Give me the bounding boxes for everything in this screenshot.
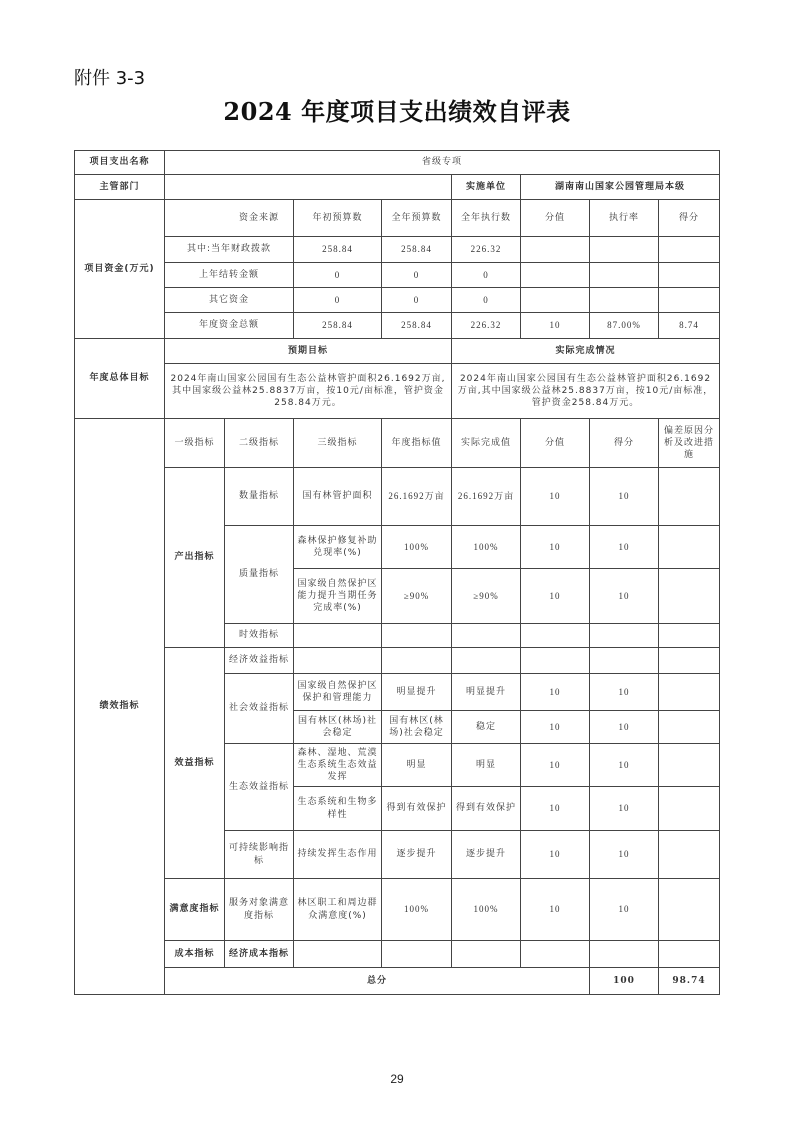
perf-header-weight: 分值	[521, 419, 590, 468]
fund-executed: 0	[452, 288, 521, 313]
project-name-value: 省级专项	[165, 151, 720, 175]
perf-header-note: 偏差原因分析及改进措施	[659, 419, 720, 468]
expected-goal-text: 2024年南山国家公园国有生态公益林管护面积26.1692万亩,其中国家级公益林25.8837万亩，按10元/亩标准，管护资金258.84万元。	[165, 364, 452, 419]
level2-econ-cost: 经济成本指标	[225, 941, 294, 968]
score-value	[590, 941, 659, 968]
fund-rate	[590, 263, 659, 288]
target-value: 逐步提升	[382, 831, 452, 879]
funds-header-rate: 执行率	[590, 200, 659, 237]
funds-row	[75, 263, 720, 288]
dept-value	[165, 175, 452, 200]
target-value	[382, 648, 452, 674]
fund-score: 8.74	[659, 313, 720, 339]
fund-initial: 0	[294, 288, 382, 313]
total-label: 总分	[165, 968, 590, 995]
perf-header-row	[75, 419, 720, 468]
perf-row	[75, 648, 720, 674]
deviation-note	[659, 468, 720, 526]
weight-value	[521, 941, 590, 968]
level3: 国有林区(林场)社会稳定	[294, 711, 382, 744]
page-title: 2024 年度项目支出绩效自评表	[223, 97, 571, 126]
target-value: 国有林区(林场)社会稳定	[382, 711, 452, 744]
perf-row	[75, 879, 720, 941]
level3	[294, 624, 382, 648]
self-evaluation-table	[74, 150, 720, 995]
funds-header-annual: 全年预算数	[382, 200, 452, 237]
score-value: 10	[590, 526, 659, 569]
level3: 国家级自然保护区能力提升当期任务完成率(%)	[294, 569, 382, 624]
funds-header-source: 资金来源	[165, 200, 294, 237]
weight-value: 10	[521, 744, 590, 787]
weight-value: 10	[521, 711, 590, 744]
score-value: 10	[590, 831, 659, 879]
deviation-note	[659, 526, 720, 569]
level2-service: 服务对象满意度指标	[225, 879, 294, 941]
actual-value: 得到有效保护	[452, 787, 521, 831]
fund-source: 其中:当年财政拨款	[165, 237, 294, 263]
funds-total-row	[75, 313, 720, 339]
fund-rate	[590, 288, 659, 313]
total-score: 98.74	[659, 968, 720, 995]
perf-row	[75, 468, 720, 526]
expected-goal-header: 预期目标	[165, 339, 452, 364]
weight-value: 10	[521, 569, 590, 624]
perf-header-l3: 三级指标	[294, 419, 382, 468]
target-value: 100%	[382, 879, 452, 941]
fund-rate	[590, 237, 659, 263]
actual-goal-header: 实际完成情况	[452, 339, 720, 364]
level2-quality: 质量指标	[225, 526, 294, 624]
level3	[294, 648, 382, 674]
impl-unit-label: 实施单位	[452, 175, 521, 200]
actual-value: 100%	[452, 879, 521, 941]
weight-value: 10	[521, 468, 590, 526]
funds-header-score: 得分	[659, 200, 720, 237]
level3: 林区职工和周边群众满意度(%)	[294, 879, 382, 941]
level3: 森林、湿地、荒漠生态系统生态效益发挥	[294, 744, 382, 787]
department-row	[75, 175, 720, 200]
actual-value: 明显提升	[452, 674, 521, 711]
funds-row	[75, 237, 720, 263]
actual-value: 100%	[452, 526, 521, 569]
weight-value: 10	[521, 526, 590, 569]
perf-header-l1: 一级指标	[165, 419, 225, 468]
fund-rate: 87.00%	[590, 313, 659, 339]
goal-text-row	[75, 364, 720, 419]
score-value: 10	[590, 879, 659, 941]
target-value: 得到有效保护	[382, 787, 452, 831]
fund-score	[659, 237, 720, 263]
deviation-note	[659, 744, 720, 787]
deviation-note	[659, 879, 720, 941]
fund-annual: 258.84	[382, 313, 452, 339]
deviation-note	[659, 711, 720, 744]
level2-economic: 经济效益指标	[225, 648, 294, 674]
fund-initial: 258.84	[294, 313, 382, 339]
fund-weight	[521, 237, 590, 263]
funds-section-label: 项目资金(万元)	[75, 200, 165, 339]
page-number: 29	[390, 1072, 404, 1086]
funds-header-executed: 全年执行数	[452, 200, 521, 237]
score-value: 10	[590, 468, 659, 526]
project-name-label: 项目支出名称	[75, 151, 165, 175]
weight-value: 10	[521, 787, 590, 831]
actual-value: 逐步提升	[452, 831, 521, 879]
level3: 森林保护修复补助兑现率(%)	[294, 526, 382, 569]
deviation-note	[659, 787, 720, 831]
score-value: 10	[590, 711, 659, 744]
funds-header-initial: 年初预算数	[294, 200, 382, 237]
total-weight: 100	[590, 968, 659, 995]
fund-annual: 258.84	[382, 237, 452, 263]
level3: 国家级自然保护区保护和管理能力	[294, 674, 382, 711]
weight-value	[521, 648, 590, 674]
actual-value: ≥90%	[452, 569, 521, 624]
fund-executed: 226.32	[452, 237, 521, 263]
performance-section-label: 绩效指标	[75, 419, 165, 995]
impl-unit-value: 湖南南山国家公园管理局本级	[521, 175, 720, 200]
actual-value: 稳定	[452, 711, 521, 744]
fund-weight	[521, 263, 590, 288]
level3: 生态系统和生物多样性	[294, 787, 382, 831]
fund-annual: 0	[382, 288, 452, 313]
dept-label: 主管部门	[75, 175, 165, 200]
target-value: 100%	[382, 526, 452, 569]
deviation-note	[659, 674, 720, 711]
actual-value	[452, 941, 521, 968]
target-value: 26.1692万亩	[382, 468, 452, 526]
level2-timeliness: 时效指标	[225, 624, 294, 648]
target-value: 明显提升	[382, 674, 452, 711]
project-name-row	[75, 151, 720, 175]
fund-source: 其它资金	[165, 288, 294, 313]
level1-satisfaction: 满意度指标	[165, 879, 225, 941]
target-value: ≥90%	[382, 569, 452, 624]
fund-source: 上年结转金额	[165, 263, 294, 288]
perf-row	[75, 941, 720, 968]
level2-quantity: 数量指标	[225, 468, 294, 526]
level2-sustainable: 可持续影响指标	[225, 831, 294, 879]
score-value: 10	[590, 674, 659, 711]
actual-goal-text: 2024年南山国家公园国有生态公益林管护面积26.1692万亩,其中国家级公益林25.8837万亩，按10元/亩标准，管护资金258.84万元。	[452, 364, 720, 419]
level2-ecological: 生态效益指标	[225, 744, 294, 831]
fund-executed: 0	[452, 263, 521, 288]
deviation-note	[659, 648, 720, 674]
weight-value	[521, 624, 590, 648]
deviation-note	[659, 569, 720, 624]
funds-header-weight: 分值	[521, 200, 590, 237]
target-value	[382, 941, 452, 968]
score-value	[590, 648, 659, 674]
deviation-note	[659, 624, 720, 648]
deviation-note	[659, 831, 720, 879]
level3	[294, 941, 382, 968]
weight-value: 10	[521, 879, 590, 941]
funds-header-row	[75, 200, 720, 237]
fund-score	[659, 263, 720, 288]
total-row	[75, 968, 720, 995]
fund-weight: 10	[521, 313, 590, 339]
fund-weight	[521, 288, 590, 313]
fund-initial: 258.84	[294, 237, 382, 263]
target-value	[382, 624, 452, 648]
fund-source: 年度资金总额	[165, 313, 294, 339]
perf-header-l2: 二级指标	[225, 419, 294, 468]
funds-row	[75, 288, 720, 313]
fund-initial: 0	[294, 263, 382, 288]
actual-value: 明显	[452, 744, 521, 787]
score-value: 10	[590, 787, 659, 831]
level2-social: 社会效益指标	[225, 674, 294, 744]
fund-annual: 0	[382, 263, 452, 288]
weight-value: 10	[521, 831, 590, 879]
actual-value: 26.1692万亩	[452, 468, 521, 526]
score-value: 10	[590, 569, 659, 624]
actual-value	[452, 648, 521, 674]
level3: 国有林管护面积	[294, 468, 382, 526]
fund-executed: 226.32	[452, 313, 521, 339]
deviation-note	[659, 941, 720, 968]
score-value: 10	[590, 744, 659, 787]
perf-header-target: 年度指标值	[382, 419, 452, 468]
fund-score	[659, 288, 720, 313]
actual-value	[452, 624, 521, 648]
level1-output: 产出指标	[165, 468, 225, 648]
perf-header-score: 得分	[590, 419, 659, 468]
attachment-label: 附件 3-3	[74, 68, 146, 89]
target-value: 明显	[382, 744, 452, 787]
level1-benefit: 效益指标	[165, 648, 225, 879]
weight-value: 10	[521, 674, 590, 711]
score-value	[590, 624, 659, 648]
goal-header-row	[75, 339, 720, 364]
annual-goal-label: 年度总体目标	[75, 339, 165, 419]
level3: 持续发挥生态作用	[294, 831, 382, 879]
level1-cost: 成本指标	[165, 941, 225, 968]
perf-header-actual: 实际完成值	[452, 419, 521, 468]
